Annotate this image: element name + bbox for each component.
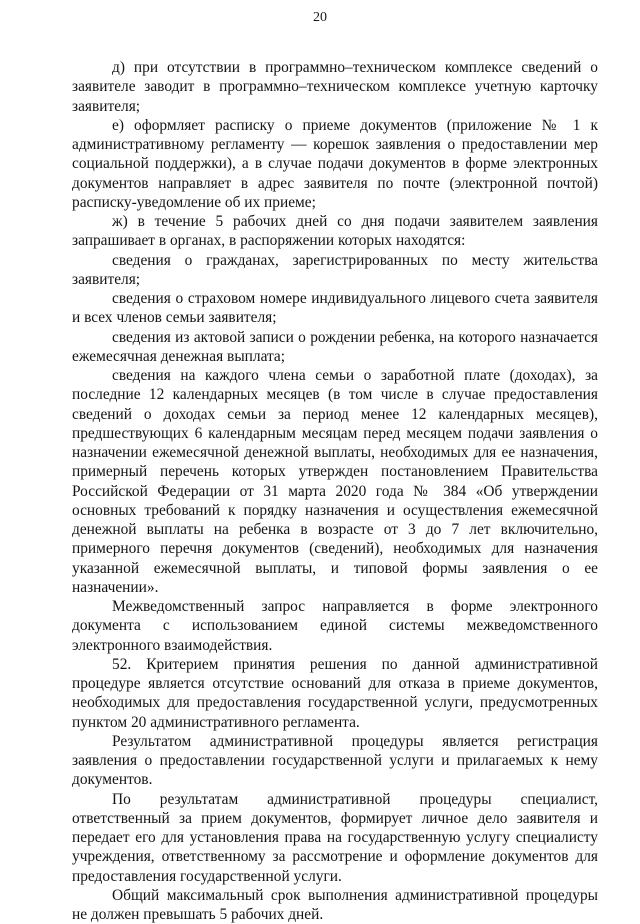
paragraph-result: Результатом административной процедуры является регистрация заявления о предоставлении государственной услуги и прилагаемых к нему документов. (72, 732, 598, 789)
paragraph-income-info: сведения на каждого члена семьи о заработной плате (доходах), за последние 12 календарных месяцев (в том числе в случае предоставления сведений о доходах семьи за период менее 12 календарных месяцев), предшествующих 6 календарным месяцам перед месяцем подачи заявления о назначении ежемесячной денежной выплаты, необходимых для ее назначения, примерный перечень которых утвержден постановлением Правительства Российской Федерации от 31 марта 2020 года № 384 «Об утверждении основных требований к порядку назначения и осуществления ежемесячной денежной выплаты на ребенка в возрасте от 3 до 7 лет включительно, примерного перечня документов (сведений), необходимых для назначения указанной ежемесячной выплаты, и типовой формы заявления о ее назначении». (72, 367, 598, 596)
page-number: 20 (313, 10, 327, 25)
paragraph-snils-info: сведения о страховом номере индивидуального лицевого счета заявителя и всех членов семьи заявителя; (72, 290, 598, 327)
paragraph-item-d: д) при отсутствии в программно–техническом комплексе сведений о заявителе заводит в программно–техническом комплексе учетную карточку заявителя; (72, 59, 598, 115)
paragraph-item-e: е) оформляет расписку о приеме документов (приложение № 1 к административному регламенту — корешок заявления о предоставлении мер социальной поддержки), а в случае подачи документов в форме электронных документов направляет в адрес заявителя по почте (электронной почтой) расписку-уведомление об их приеме; (72, 116, 598, 211)
paragraph-max-term: Общий максимальный срок выполнения административной процедуры не должен превышать 5 рабочих дней. (72, 886, 598, 923)
document-body (72, 58, 598, 924)
paragraph-item-zh: ж) в течение 5 рабочих дней со дня подачи заявителем заявления запрашивает в органах, в распоряжении которых находятся: (72, 213, 598, 250)
paragraph-birth-record: сведения из актовой записи о рождении ребенка, на которого назначается ежемесячная денежная выплата; (72, 328, 598, 365)
paragraph-residence-info: сведения о гражданах, зарегистрированных по месту жительства заявителя; (72, 251, 598, 288)
paragraph-personal-file: По результатам административной процедуры специалист, ответственный за прием документов, формирует личное дело заявителя и передает его для установления права на государственную услугу специалисту учреждения, ответственному за рассмотрение и оформление документов для предоставления государственной услуги. (72, 790, 598, 885)
paragraph-point-52: 52. Критерием принятия решения по данной административной процедуре является отсутствие оснований для отказа в приеме документов, необходимых для предоставления государственной услуги, предусмотренных пунктом 20 административного регламента. (72, 655, 598, 731)
paragraph-interagency-request: Межведомственный запрос направляется в форме электронного документа с использованием единой системы межведомственного электронного взаимодействия. (72, 598, 598, 654)
